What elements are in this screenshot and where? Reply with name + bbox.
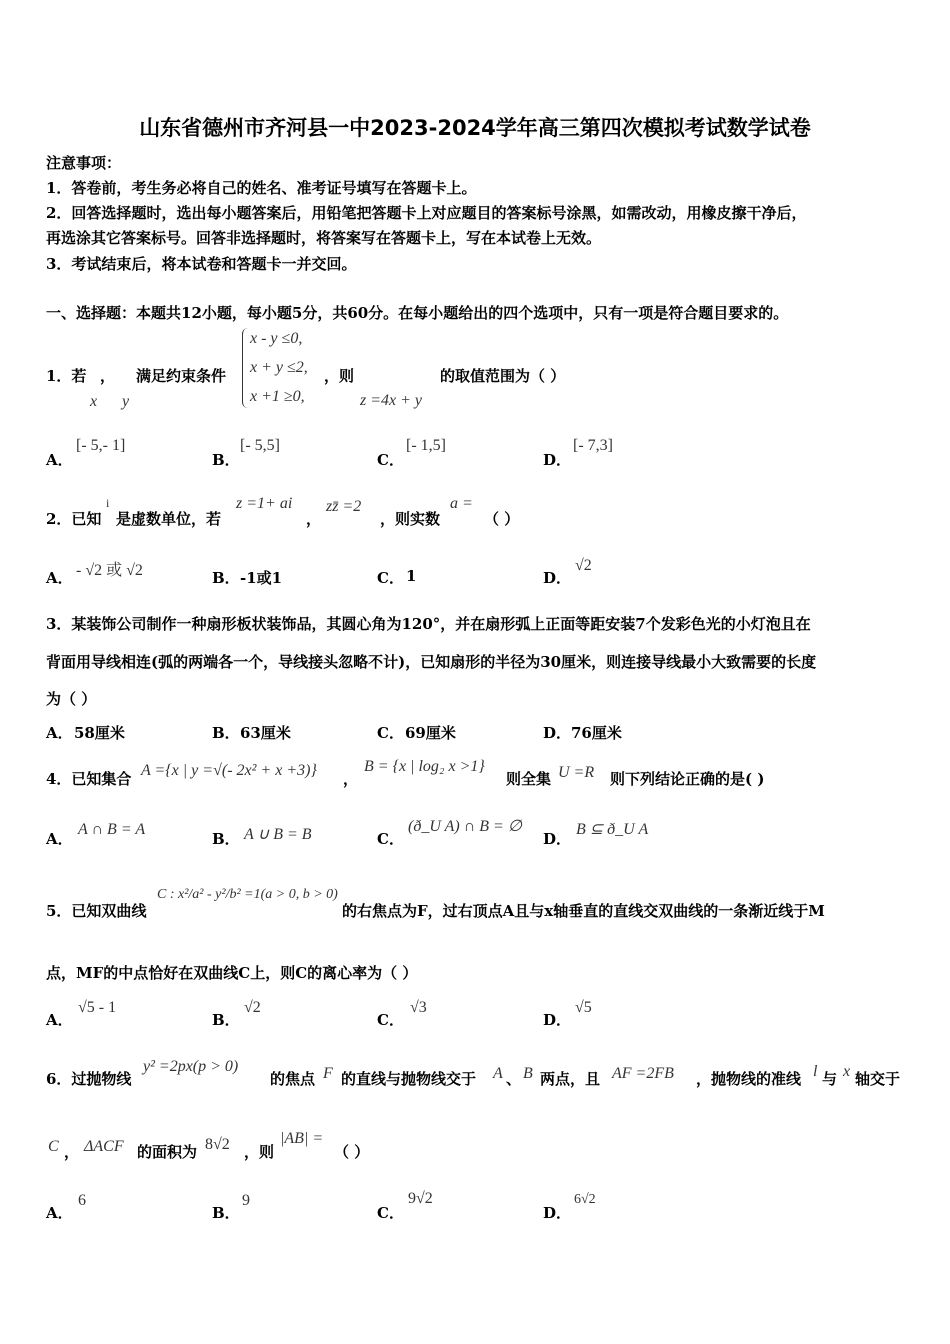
q1-stem-a: 1．若 [46,367,87,385]
q3-line: 3．某装饰公司制作一种扇形板状装饰品，其圆心角为120°，并在扇形弧上正面等距安装7个发彩色光的小灯泡且在 [46,615,811,633]
notice-item: 1．答卷前，考生务必将自己的姓名、准考证号填写在答题卡上。 [46,179,477,197]
q6-point-b: B [523,1065,533,1082]
q5-hyperbola: C : x²/a² - y²/b² =1(a > 0, b > 0) [157,887,338,902]
option-value: -1或1 [240,569,283,587]
q6-stem-c: 的直线与抛物线交于 [341,1070,477,1088]
option-label: A． [46,451,73,469]
q6-point-a: A [493,1065,503,1082]
q5-line2: 点，MF的中点恰好在双曲线C上，则C的离心率为（ ） [46,964,418,982]
notice-heading: 注意事项： [46,154,122,172]
option-label: A． [46,569,73,587]
q2-eq2: zz̄ =2 [326,498,362,515]
q6-stem-e: ，抛物线的准线 [696,1070,802,1088]
option-label: A． [46,1011,73,1029]
section-heading: 一、选择题：本题共12小题，每小题5分，共60分。在每小题给出的四个选项中，只有一项是符合题目要求的。 [46,304,789,322]
option-value: √5 [575,999,592,1016]
q1-var-x: x [90,393,98,410]
option-label: D． [543,1011,572,1029]
option-value: 1 [406,567,417,585]
notice-item: 3．考试结束后，将本试卷和答题卡一并交回。 [46,255,357,273]
q6-line2-b: 的面积为 [137,1143,198,1161]
q6-axis-x: x [843,1063,851,1080]
constraint-brace [242,328,249,408]
option-label: A． [46,724,73,742]
q6-line2-a: ， [64,1143,80,1161]
option-value: 9√2 [408,1190,433,1207]
option-label: C． [377,724,404,742]
option-value: B ⊆ ð_U A [576,821,649,838]
q6-stem-d: 两点，且 [540,1070,601,1088]
q6-point-c: C [48,1138,59,1155]
q6-line2-d: （ ） [334,1143,370,1161]
q6-parabola: y² =2px(p > 0) [143,1058,239,1075]
option-value: 6 [78,1192,86,1209]
q1-constraint-1: x - y ≤0, [250,330,303,347]
q6-triangle: ΔACF [84,1138,124,1155]
q6-ratio: AF =2FB [612,1065,674,1082]
q4-set-b: B = {x | log₂ x >1} [364,758,485,775]
option-label: C． [377,569,404,587]
q1-stem-b: ， [100,367,116,385]
q1-constraint-3: x +1 ≥0, [250,388,305,405]
option-value: [- 7,3] [573,437,613,454]
option-label: A． [46,1204,73,1222]
option-label: C． [377,451,404,469]
q6-dun: 、 [506,1070,522,1088]
notice-item: 2．回答选择题时，选出每小题答案后，用铅笔把答题卡上对应题目的答案标号涂黑，如需改动，用橡皮擦干净后， [46,204,807,222]
option-label: B． [212,830,240,848]
option-value: (ð_U A) ∩ B = ∅ [408,818,522,835]
q5-stem-b: 的右焦点为F，过右顶点A且与x轴垂直的直线交双曲线的一条渐近线于M [342,902,825,920]
option-value: 6√2 [574,1192,596,1207]
option-label: B． [212,1204,240,1222]
q6-stem-b: 的焦点 [270,1070,316,1088]
option-label: C． [377,1011,404,1029]
q2-stem-a: 2．已知 [46,510,102,528]
q5-stem-a: 5．已知双曲线 [46,902,147,920]
q2-a: a = [450,495,473,512]
option-value: [- 1,5] [406,437,446,454]
q1-stem-c: 满足约束条件 [136,367,227,385]
option-value: 69厘米 [405,724,456,742]
q1-objective: z =4x + y [360,392,423,409]
option-value: 9 [242,1192,250,1209]
q4-stem-a: 4．已知集合 [46,770,132,788]
option-label: B． [212,451,240,469]
option-label: A． [46,830,73,848]
option-value: √5 - 1 [78,999,117,1016]
q6-area: 8√2 [205,1136,230,1153]
option-label: D． [543,1204,572,1222]
q2-eq1: z =1+ ai [236,495,293,512]
q1-var-y: y [122,393,130,410]
option-value: A ∩ B = A [78,821,146,838]
option-value: - √2 或 √2 [76,562,143,579]
option-label: C． [377,1204,404,1222]
q2-imag-unit: i [106,496,110,510]
q6-directrix: l [813,1063,818,1080]
option-label: D． [543,830,572,848]
q1-stem-e: 的取值范围为（ ） [440,367,566,385]
q6-line2-c: ，则 [244,1143,275,1161]
option-label: C． [377,830,404,848]
option-label: B． [212,569,240,587]
q3-line: 背面用导线相连(弧的两端各一个，导线接头忽略不计)，已知扇形的半径为30厘米，则连接导线最小大致需要的长度 [46,653,817,671]
option-value: 58厘米 [74,724,125,742]
q3-line: 为（ ） [46,690,97,708]
q2-stem-d: （ ） [484,510,520,528]
q4-comma: ， [343,770,359,788]
q6-stem-g: 轴交于 [855,1070,901,1088]
option-value: √2 [244,999,261,1016]
q6-ab: |AB| = [280,1130,324,1147]
q2-comma: ， [306,510,322,528]
option-label: D． [543,451,572,469]
notice-item: 再选涂其它答案标号。回答非选择题时，将答案写在答题卡上，写在本试卷上无效。 [46,229,602,247]
q4-set-a: A ={x | y =√(- 2x² + x +3)} [141,762,317,779]
option-value: √2 [575,557,592,574]
option-value: 76厘米 [571,724,622,742]
q2-stem-b: 是虚数单位，若 [116,510,222,528]
option-label: D． [543,724,572,742]
q4-stem-c: 则下列结论正确的是( ) [610,770,765,788]
q4-stem-b: 则全集 [506,770,552,788]
q2-stem-c: ，则实数 [380,510,441,528]
q1-constraint-2: x + y ≤2, [250,359,308,376]
q6-stem-f: 与 [822,1070,838,1088]
option-value: √3 [410,999,427,1016]
page-title: 山东省德州市齐河县一中2023-2024学年高三第四次模拟考试数学试卷 [139,116,811,140]
option-label: D． [543,569,572,587]
option-value: [- 5,- 1] [76,437,126,454]
option-label: B． [212,1011,240,1029]
q6-stem-a: 6．过抛物线 [46,1070,132,1088]
option-value: 63厘米 [240,724,291,742]
option-value: A ∪ B = B [244,826,312,843]
q6-focus: F [323,1065,333,1082]
q4-universe: U =R [558,764,595,781]
q1-stem-d: ，则 [324,367,355,385]
option-label: B． [212,724,240,742]
option-value: [- 5,5] [240,437,280,454]
